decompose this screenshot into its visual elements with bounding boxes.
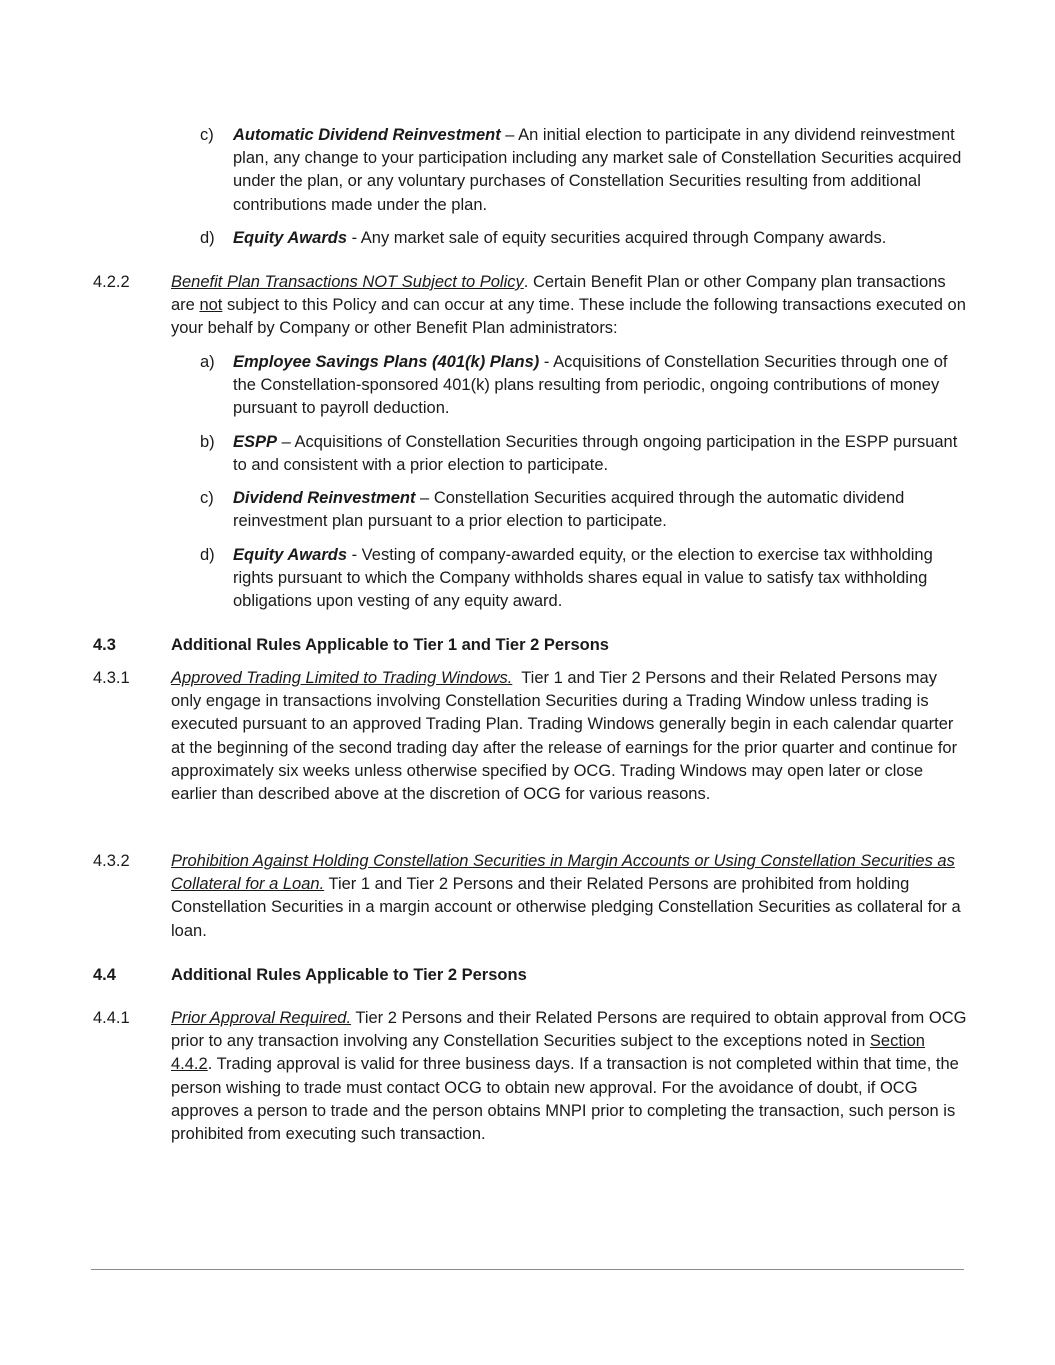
item-text: Any market sale of equity securities acquired through Company awards. [360, 229, 887, 247]
item-text: Vesting of company-awarded equity, or the election to exercise tax withholding rights pursuant to which the Company withholds shares equal in value to satisfy tax withholding obligations upon vesting of any equity award. [233, 546, 933, 611]
list-label: d) [200, 546, 215, 564]
heading-title: Additional Rules Applicable to Tier 2 Persons [171, 966, 527, 984]
heading-4-3 [93, 634, 968, 657]
item-title: Equity Awards [233, 546, 347, 564]
section-title: Prior Approval Required. [171, 1009, 352, 1027]
heading-4-4 [93, 964, 968, 987]
item-text: Acquisitions of Constellation Securities through ongoing participation in the ESPP pursuant to and consistent with a prior election to participate. [233, 433, 958, 475]
section-number: 4.3.2 [93, 852, 130, 870]
section-4-3-2 [93, 850, 968, 943]
section-title: Approved Trading Limited to Trading Windows. [171, 669, 513, 687]
list-item-employee-savings-plans: a) Employee Savings Plans (401(k) Plans) - Acquisitions of Constellation Securities through one of the Constellation-sponsored 401(k) plans resulting from periodic, ongoing contributions of money pursuant to payroll deduction. [200, 353, 948, 418]
list-label: b) [200, 433, 215, 451]
list-item-equity-awards-vesting: d) Equity Awards - Vesting of company-awarded equity, or the election to exercise tax withholding rights pursuant to which the Company withholds shares equal in value to satisfy tax withholding obligations upon vesting of any equity award. [200, 546, 933, 611]
list-label: d) [200, 229, 215, 247]
section-number: 4.4.1 [93, 1009, 130, 1027]
section-text: Tier 1 and Tier 2 Persons and their Related Persons are prohibited from holding Constellation Securities in a margin account or otherwise pledging Constellation Securities as collateral for a loan. [171, 875, 961, 940]
section-title: Benefit Plan Transactions NOT Subject to Policy [171, 273, 524, 291]
list-item-dividend-reinvestment: c) Dividend Reinvestment – Constellation Securities acquired through the automatic dividend reinvestment plan pursuant to a prior election to participate. [200, 489, 905, 531]
heading-number: 4.4 [93, 966, 116, 984]
list-item-espp: b) ESPP – Acquisitions of Constellation Securities through ongoing participation in the ESPP pursuant to and consistent with a prior election to participate. [200, 433, 958, 475]
list-item-equity-awards-sale: d) Equity Awards - Any market sale of equity securities acquired through Company awards. [200, 227, 965, 250]
heading-number: 4.3 [93, 636, 116, 654]
item-text: Acquisitions of Constellation Securities through one of the Constellation-sponsored 401(k) plans resulting from periodic, ongoing contributions of money pursuant to payroll deduction. [233, 353, 948, 418]
item-text: Constellation Securities acquired through the automatic dividend reinvestment plan pursuant to a prior election to participate. [233, 489, 905, 531]
heading-title: Additional Rules Applicable to Tier 1 and Tier 2 Persons [171, 636, 609, 654]
section-number: 4.3.1 [93, 669, 130, 687]
item-title: Automatic Dividend Reinvestment [233, 126, 501, 144]
section-number: 4.2.2 [93, 273, 130, 291]
item-title: Dividend Reinvestment [233, 489, 416, 507]
section-text: Tier 1 and Tier 2 Persons and their Related Persons may only engage in transactions involving Constellation Securities during a Trading Window unless trading is executed pursuant to an approved Trading Plan. Trading Windows generally begin in each calendar quarter at the beginning of the second trading day after the release of earnings for the prior quarter and continue for approximately six weeks unless otherwise specified by OCG. Trading Windows may open later or close earlier than described above at the discretion of OCG for various reasons. [171, 669, 962, 804]
list-label: c) [200, 489, 214, 507]
list-item-automatic-dividend-reinvestment: c) Automatic Dividend Reinvestment – An initial election to participate in any dividend reinvestment plan, any change to your participation including any market sale of Constellation Securities acquired under the plan, or any voluntary purchases of Constellation Securities resulting from additional contributions made under the plan. [200, 126, 962, 214]
section-title: Prohibition Against Holding Constellation Securities in Margin Accounts or Using Constellation Securities as Collateral for a Loan. [171, 852, 955, 894]
section-4-2-2: 4.2.2 Benefit Plan Transactions NOT Subject to Policy. Certain Benefit Plan or other Company plan transactions are not subject to this Policy and can occur at any time. These include the following transactions executed on your behalf by Company or other Benefit Plan administrators: [93, 273, 966, 338]
item-text: An initial election to participate in any dividend reinvestment plan, any change to your participation including any market sale of Constellation Securities acquired under the plan, or any voluntary purchases of Constellation Securities resulting from additional contributions made under the plan. [233, 126, 962, 214]
section-4-4-1: 4.4.1 Prior Approval Required. Tier 2 Persons and their Related Persons are required to obtain approval from OCG prior to any transaction involving any Constellation Securities subject to the exceptions noted in Section 4.4.2. Trading approval is valid for three business days. If a transaction is not completed within that time, the person wishing to trade must contact OCG to obtain new approval. For the avoidance of doubt, if OCG approves a person to trade and the person obtains MNPI prior to completing the transaction, such person is prohibited from executing such transaction. [93, 1009, 967, 1144]
item-title: Equity Awards [233, 229, 347, 247]
list-label: a) [200, 353, 215, 371]
item-title: Employee Savings Plans (401(k) Plans) [233, 353, 540, 371]
section-4-3-1 [93, 667, 968, 806]
section-link[interactable]: Section 4.4.2 [171, 1032, 925, 1074]
footer-rule [91, 1269, 964, 1270]
list-label: c) [200, 126, 214, 144]
item-title: ESPP [233, 433, 278, 451]
